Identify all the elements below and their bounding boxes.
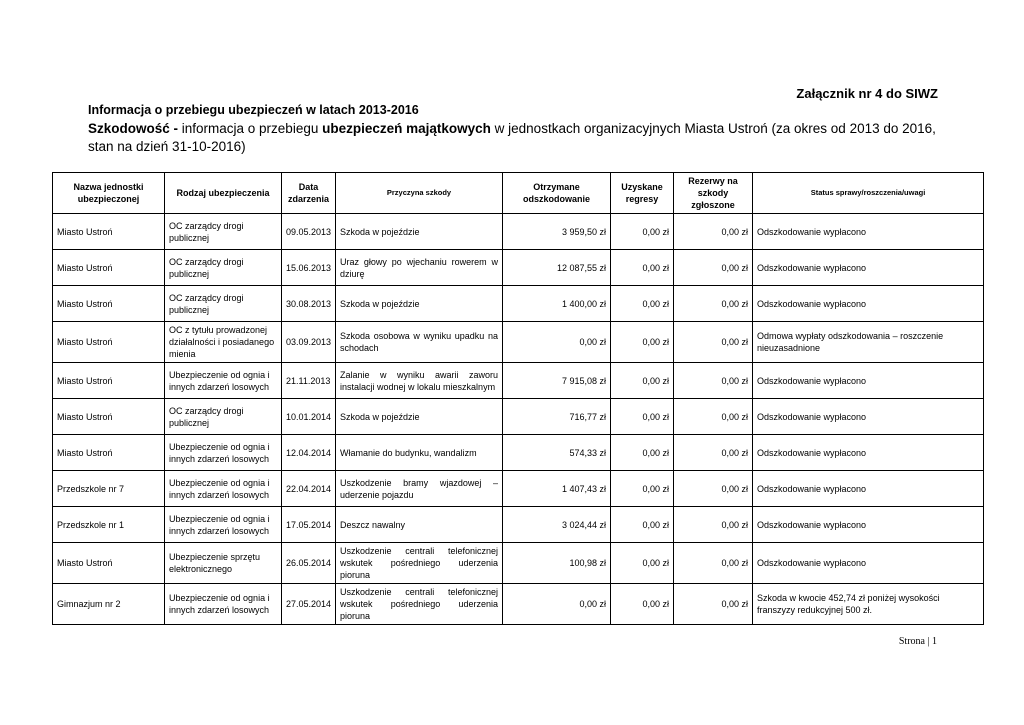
table-row bbox=[53, 471, 984, 507]
cell-compensation: 0,00 zł bbox=[503, 322, 611, 363]
cell-insurance-type: Ubezpieczenie od ognia i innych zdarzeń losowych bbox=[165, 584, 282, 625]
subtitle-text-2: w jednostkach organizacyjnych Miasta Ustroń (za okres od 2013 do 2016, stan na dzień 31-10-2016) bbox=[88, 121, 936, 154]
cell-unit: Miasto Ustroń bbox=[53, 399, 165, 435]
cell-insurance-type: OC zarządcy drogi publicznej bbox=[165, 214, 282, 250]
cell-reserves: 0,00 zł bbox=[674, 250, 753, 286]
cell-recourse: 0,00 zł bbox=[611, 322, 674, 363]
table-row bbox=[53, 584, 984, 625]
claims-table bbox=[52, 172, 984, 625]
cell-recourse: 0,00 zł bbox=[611, 363, 674, 399]
cell-reserves: 0,00 zł bbox=[674, 471, 753, 507]
cell-cause: Uszkodzenie centrali telefonicznej wskutek pośredniego uderzenia pioruna bbox=[336, 543, 503, 584]
cell-status: Odszkodowanie wypłacono bbox=[753, 471, 984, 507]
cell-compensation: 0,00 zł bbox=[503, 584, 611, 625]
header-unit: Nazwa jednostki ubezpieczonej bbox=[53, 173, 165, 214]
cell-insurance-type: OC zarządcy drogi publicznej bbox=[165, 250, 282, 286]
header-status: Status sprawy/roszczenia/uwagi bbox=[753, 173, 984, 214]
cell-insurance-type: Ubezpieczenie od ognia i innych zdarzeń losowych bbox=[165, 435, 282, 471]
cell-recourse: 0,00 zł bbox=[611, 399, 674, 435]
cell-compensation: 716,77 zł bbox=[503, 399, 611, 435]
cell-recourse: 0,00 zł bbox=[611, 507, 674, 543]
table-row bbox=[53, 250, 984, 286]
cell-reserves: 0,00 zł bbox=[674, 584, 753, 625]
cell-cause: Zalanie w wyniku awarii zaworu instalacji wodnej w lokalu mieszkalnym bbox=[336, 363, 503, 399]
cell-date: 21.11.2013 bbox=[282, 363, 336, 399]
table-row bbox=[53, 322, 984, 363]
cell-insurance-type: OC zarządcy drogi publicznej bbox=[165, 286, 282, 322]
cell-status: Odmowa wypłaty odszkodowania – roszczenie nieuzasadnione bbox=[753, 322, 984, 363]
cell-compensation: 100,98 zł bbox=[503, 543, 611, 584]
subtitle-text-1: informacja o przebiegu bbox=[178, 121, 323, 136]
cell-cause: Uszkodzenie bramy wjazdowej – uderzenie pojazdu bbox=[336, 471, 503, 507]
table-row bbox=[53, 286, 984, 322]
cell-status: Odszkodowanie wypłacono bbox=[753, 286, 984, 322]
cell-compensation: 3 024,44 zł bbox=[503, 507, 611, 543]
cell-date: 30.08.2013 bbox=[282, 286, 336, 322]
cell-recourse: 0,00 zł bbox=[611, 435, 674, 471]
cell-reserves: 0,00 zł bbox=[674, 363, 753, 399]
document-subtitle bbox=[88, 120, 948, 156]
cell-recourse: 0,00 zł bbox=[611, 250, 674, 286]
cell-cause: Uszkodzenie centrali telefonicznej wskutek pośredniego uderzenia pioruna bbox=[336, 584, 503, 625]
annex-label: Załącznik nr 4 do SIWZ bbox=[796, 86, 938, 101]
subtitle-bold-1: Szkodowość - bbox=[88, 121, 179, 136]
header-compensation: Otrzymane odszkodowanie bbox=[503, 173, 611, 214]
cell-recourse: 0,00 zł bbox=[611, 286, 674, 322]
table-row bbox=[53, 399, 984, 435]
cell-unit: Przedszkole nr 1 bbox=[53, 507, 165, 543]
cell-unit: Miasto Ustroń bbox=[53, 286, 165, 322]
header-reserves: Rezerwy na szkody zgłoszone bbox=[674, 173, 753, 214]
cell-recourse: 0,00 zł bbox=[611, 543, 674, 584]
cell-insurance-type: Ubezpieczenie sprzętu elektronicznego bbox=[165, 543, 282, 584]
cell-cause: Szkoda w pojeździe bbox=[336, 286, 503, 322]
cell-compensation: 7 915,08 zł bbox=[503, 363, 611, 399]
cell-unit: Miasto Ustroń bbox=[53, 250, 165, 286]
table-header-row bbox=[53, 173, 984, 214]
cell-insurance-type: OC z tytułu prowadzonej działalności i posiadanego mienia bbox=[165, 322, 282, 363]
cell-status: Odszkodowanie wypłacono bbox=[753, 543, 984, 584]
cell-status: Odszkodowanie wypłacono bbox=[753, 250, 984, 286]
cell-cause: Włamanie do budynku, wandalizm bbox=[336, 435, 503, 471]
cell-compensation: 3 959,50 zł bbox=[503, 214, 611, 250]
cell-compensation: 1 407,43 zł bbox=[503, 471, 611, 507]
cell-date: 15.06.2013 bbox=[282, 250, 336, 286]
cell-cause: Szkoda w pojeździe bbox=[336, 399, 503, 435]
cell-recourse: 0,00 zł bbox=[611, 214, 674, 250]
document-title: Informacja o przebiegu ubezpieczeń w latach 2013-2016 bbox=[88, 103, 419, 117]
cell-status: Odszkodowanie wypłacono bbox=[753, 363, 984, 399]
cell-insurance-type: Ubezpieczenie od ognia i innych zdarzeń losowych bbox=[165, 363, 282, 399]
table-row bbox=[53, 435, 984, 471]
subtitle-bold-2: ubezpieczeń majątkowych bbox=[322, 121, 491, 136]
cell-unit: Miasto Ustroń bbox=[53, 322, 165, 363]
cell-cause: Szkoda osobowa w wyniku upadku na schodach bbox=[336, 322, 503, 363]
header-date: Data zdarzenia bbox=[282, 173, 336, 214]
cell-cause: Uraz głowy po wjechaniu rowerem w dziurę bbox=[336, 250, 503, 286]
cell-status: Odszkodowanie wypłacono bbox=[753, 435, 984, 471]
cell-unit: Miasto Ustroń bbox=[53, 543, 165, 584]
cell-reserves: 0,00 zł bbox=[674, 286, 753, 322]
cell-date: 09.05.2013 bbox=[282, 214, 336, 250]
header-cause: Przyczyna szkody bbox=[336, 173, 503, 214]
cell-unit: Gimnazjum nr 2 bbox=[53, 584, 165, 625]
cell-status: Odszkodowanie wypłacono bbox=[753, 507, 984, 543]
table-row bbox=[53, 363, 984, 399]
cell-status: Odszkodowanie wypłacono bbox=[753, 399, 984, 435]
cell-insurance-type: Ubezpieczenie od ognia i innych zdarzeń losowych bbox=[165, 507, 282, 543]
cell-date: 22.04.2014 bbox=[282, 471, 336, 507]
cell-unit: Miasto Ustroń bbox=[53, 435, 165, 471]
header-insurance-type: Rodzaj ubezpieczenia bbox=[165, 173, 282, 214]
cell-date: 17.05.2014 bbox=[282, 507, 336, 543]
cell-reserves: 0,00 zł bbox=[674, 214, 753, 250]
cell-cause: Szkoda w pojeździe bbox=[336, 214, 503, 250]
cell-insurance-type: Ubezpieczenie od ognia i innych zdarzeń losowych bbox=[165, 471, 282, 507]
cell-status: Odszkodowanie wypłacono bbox=[753, 214, 984, 250]
cell-compensation: 574,33 zł bbox=[503, 435, 611, 471]
cell-reserves: 0,00 zł bbox=[674, 507, 753, 543]
cell-unit: Miasto Ustroń bbox=[53, 214, 165, 250]
table-row bbox=[53, 214, 984, 250]
cell-reserves: 0,00 zł bbox=[674, 399, 753, 435]
cell-date: 26.05.2014 bbox=[282, 543, 336, 584]
table-row bbox=[53, 507, 984, 543]
cell-cause: Deszcz nawalny bbox=[336, 507, 503, 543]
cell-date: 12.04.2014 bbox=[282, 435, 336, 471]
page-number: Strona | 1 bbox=[898, 636, 937, 647]
cell-compensation: 1 400,00 zł bbox=[503, 286, 611, 322]
cell-insurance-type: OC zarządcy drogi publicznej bbox=[165, 399, 282, 435]
cell-recourse: 0,00 zł bbox=[611, 471, 674, 507]
cell-date: 27.05.2014 bbox=[282, 584, 336, 625]
cell-recourse: 0,00 zł bbox=[611, 584, 674, 625]
cell-date: 03.09.2013 bbox=[282, 322, 336, 363]
cell-reserves: 0,00 zł bbox=[674, 435, 753, 471]
cell-unit: Przedszkole nr 7 bbox=[53, 471, 165, 507]
cell-unit: Miasto Ustroń bbox=[53, 363, 165, 399]
header-recourse: Uzyskane regresy bbox=[611, 173, 674, 214]
cell-date: 10.01.2014 bbox=[282, 399, 336, 435]
cell-compensation: 12 087,55 zł bbox=[503, 250, 611, 286]
cell-reserves: 0,00 zł bbox=[674, 543, 753, 584]
cell-status: Szkoda w kwocie 452,74 zł poniżej wysokości franszyzy redukcyjnej 500 zł. bbox=[753, 584, 984, 625]
table-row bbox=[53, 543, 984, 584]
cell-reserves: 0,00 zł bbox=[674, 322, 753, 363]
